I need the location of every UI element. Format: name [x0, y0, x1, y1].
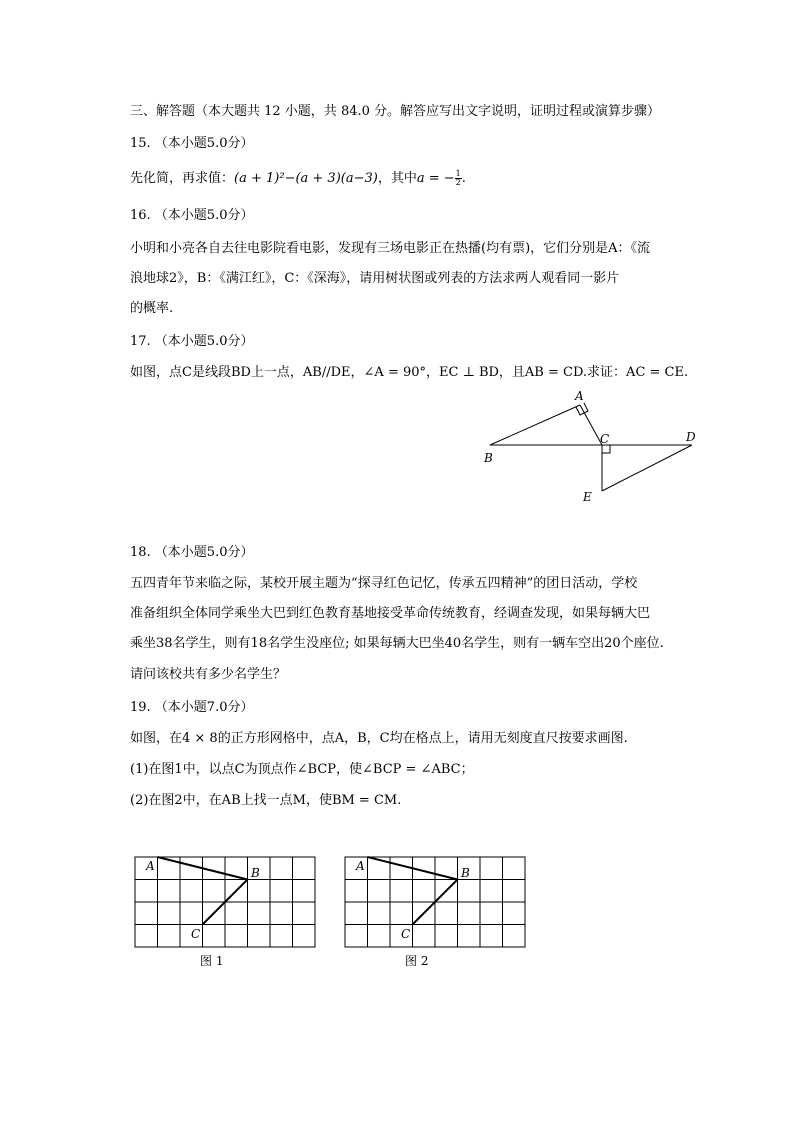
q15-text-mid: ，其中: [377, 171, 417, 186]
q17-label-d: D: [686, 430, 696, 444]
q16-line-1: 小明和小亮各自去往电影院看电影，发现有三场电影正在热播(均有票)，它们分别是A：《流: [130, 241, 651, 256]
q15-body: [130, 170, 466, 188]
q15-expression: (a + 1)²−(a + 3)(a−3): [234, 171, 378, 186]
q15-fraction: [455, 170, 462, 187]
q17-label-a: A: [575, 389, 584, 403]
q19-heading: 19. （本小题7.0分）: [130, 700, 254, 715]
q16-line-3: 的概率.: [130, 301, 174, 316]
q18-line-2: 准备组织全体同学乘坐大巴到红色教育基地接受革命传统教育，经调查发现，如果每辆大巴: [130, 606, 651, 621]
fig1-label-a: A: [146, 859, 155, 873]
q19-line-1: 如图，在4 × 8的正方形网格中，点A，B，C均在格点上，请用无刻度直尺按要求画图.: [130, 731, 628, 746]
q17-label-c: C: [600, 432, 610, 446]
q17-segment-de: [602, 445, 692, 491]
q17-heading: 17. （本小题5.0分）: [130, 334, 254, 349]
fig2-label-b: B: [461, 866, 470, 880]
q17-segment-ab: [490, 405, 580, 445]
fig1-label-c: C: [191, 927, 201, 941]
q15-text-before: 先化简，再求值：: [130, 171, 235, 186]
fig2-label-c: C: [401, 927, 411, 941]
fig1-caption: 图 1: [200, 954, 224, 968]
section-heading: 三、解答题（本大题共 12 小题，共 84.0 分。解答应写出文字说明，证明过程或演算步骤）: [130, 104, 661, 119]
q17-label-b: B: [484, 451, 493, 465]
fig2-caption: 图 2: [405, 954, 429, 968]
q19-figure-1: [130, 852, 320, 952]
q17-line-1: 如图，点C是线段BD上一点，AB//DE，∠A = 90°，EC ⊥ BD，且AB = CD.求证：AC = CE.: [130, 365, 689, 380]
q15-frac-den: 2: [455, 178, 461, 187]
fig2-label-a: A: [356, 859, 365, 873]
q19-figure-2: [340, 852, 530, 952]
q17-label-e: E: [583, 490, 592, 504]
q15-variable: a = −: [416, 171, 455, 186]
q18-line-4: 请问该校共有多少名学生？: [130, 667, 287, 682]
q19-line-3: (2)在图2中，在AB上找一点M，使BM = CM.: [130, 793, 402, 808]
q15-heading: 15. （本小题5.0分）: [130, 136, 254, 151]
q15-frac-num: 1: [455, 169, 461, 178]
q16-line-2: 浪地球2》，B：《满江红》，C：《深海》，请用树状图或列表的方法求两人观看同一影片: [130, 271, 620, 286]
q17-figure: [470, 385, 710, 510]
q19-line-2: (1)在图1中，以点C为顶点作∠BCP，使∠BCP = ∠ABC；: [130, 762, 474, 777]
q15-end: .: [461, 171, 466, 186]
q16-heading: 16. （本小题5.0分）: [130, 208, 254, 223]
q18-line-1: 五四青年节来临之际，某校开展主题为“探寻红色记忆，传承五四精神”的团日活动，学校: [130, 576, 638, 591]
q18-line-3: 乘坐38名学生，则有18名学生没座位; 如果每辆大巴坐40名学生，则有一辆车空出20个座位.: [130, 636, 664, 651]
q17-right-angle-c: [602, 445, 610, 453]
q17-segment-ac: [580, 405, 602, 445]
fig1-label-b: B: [251, 866, 260, 880]
q18-heading: 18. （本小题5.0分）: [130, 545, 254, 560]
